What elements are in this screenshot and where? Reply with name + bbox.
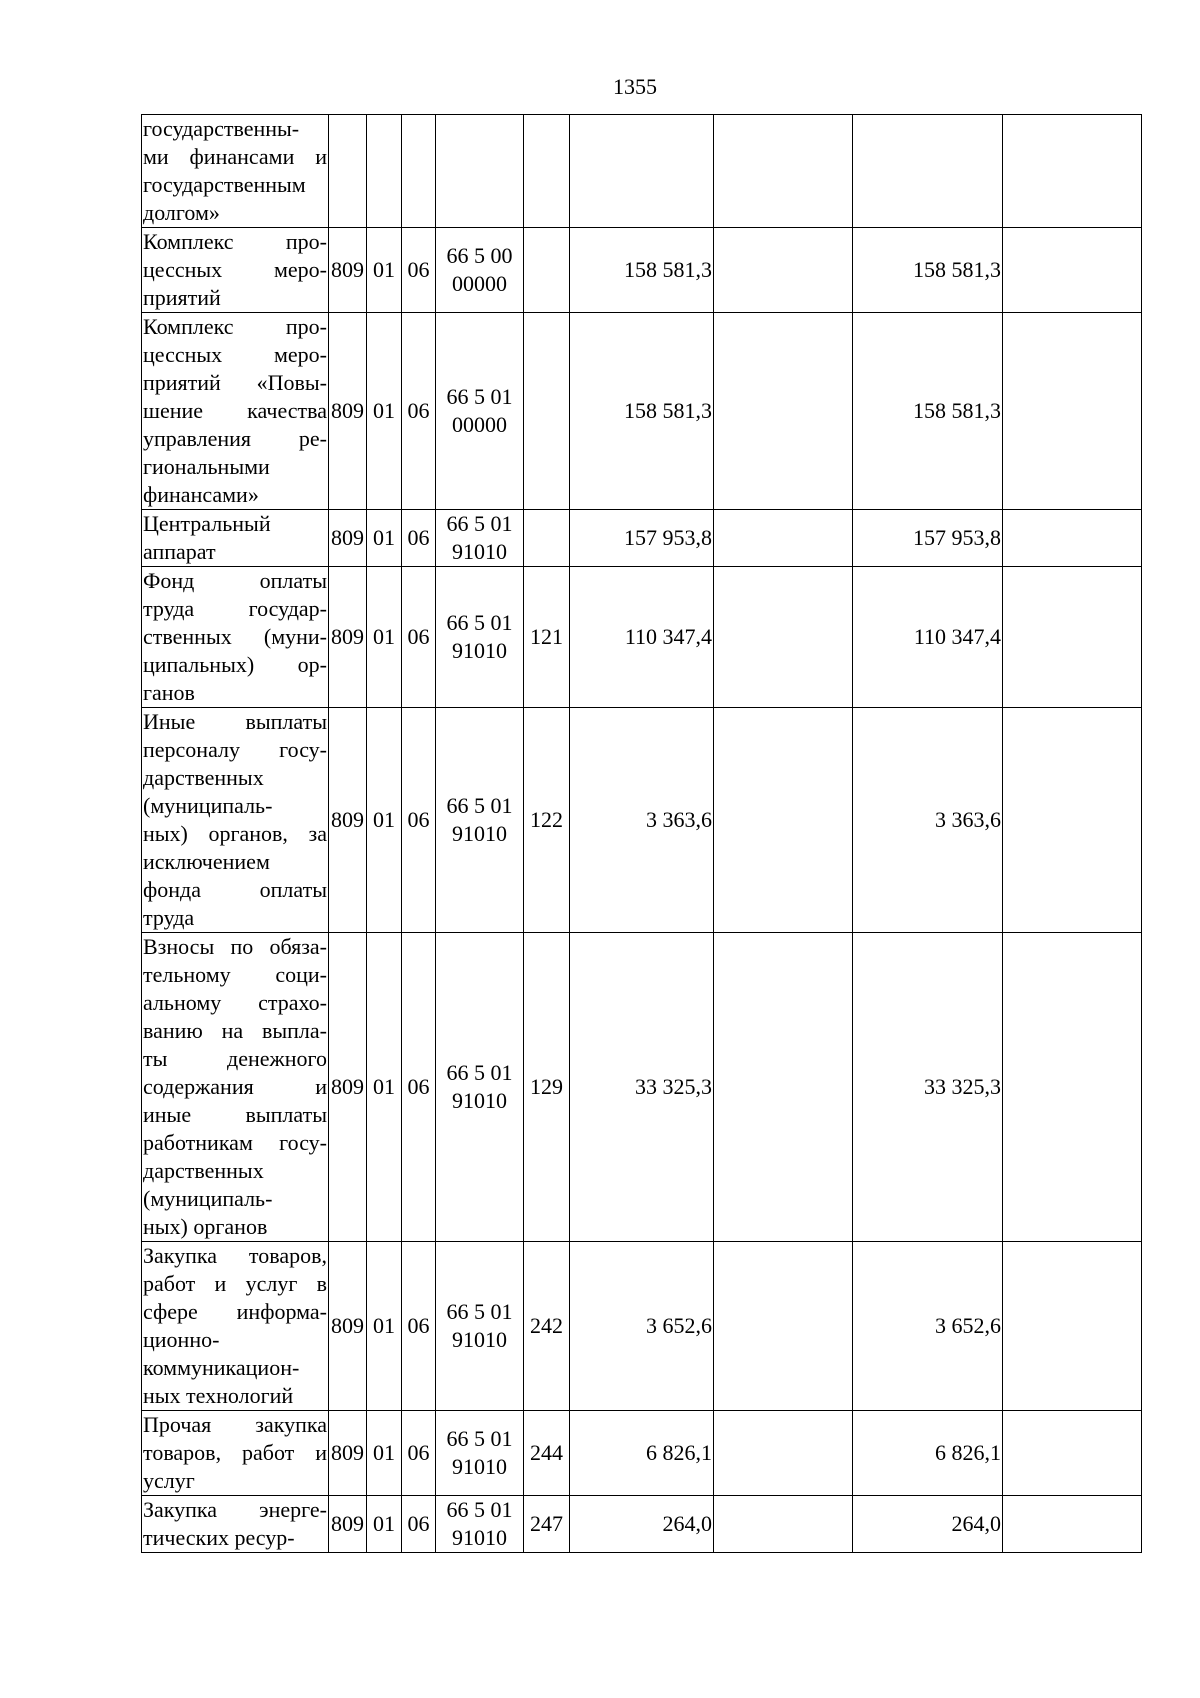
row-description [142,933,329,1242]
target-article-code [436,567,524,708]
description-line: альному страхо- [143,990,327,1015]
target-article-part: 00000 [452,412,507,437]
description-line: цессных меро- [143,257,327,282]
target-article-part: 91010 [452,821,507,846]
ministry-code: 809 [329,510,367,567]
description-line: сфере информа- [143,1299,327,1324]
description-line: содержания и [143,1074,327,1099]
description-line: коммуникацион- [143,1355,300,1380]
amount-cell-3: 6 826,1 [853,1411,1003,1496]
subsection-code: 06 [402,1242,436,1411]
description-line: финансами» [143,482,259,507]
amount-cell-3: 33 325,3 [853,933,1003,1242]
description-line: ственных (муни- [143,624,327,649]
table-body [142,115,1142,1553]
section-code [367,115,402,228]
description-line: цессных меро- [143,342,327,367]
row-description [142,313,329,510]
description-line: работникам госу- [143,1130,327,1155]
description-line: ционно- [143,1327,220,1352]
row-description [142,708,329,933]
ministry-code: 809 [329,1496,367,1553]
target-article-part: 91010 [452,1327,507,1352]
section-code: 01 [367,510,402,567]
description-line: труда государ- [143,596,327,621]
description-line: ванию на выпла- [143,1018,327,1043]
subsection-code: 06 [402,708,436,933]
subsection-code: 06 [402,228,436,313]
section-code: 01 [367,567,402,708]
amount-cell-1: 3 652,6 [570,1242,714,1411]
description-line: приятий [143,285,221,310]
amount-cell-2 [714,1242,853,1411]
amount-cell-4 [1003,708,1142,933]
subsection-code: 06 [402,510,436,567]
description-line: ных) органов [143,1214,268,1239]
target-article-part: 66 5 01 [446,1299,513,1324]
target-article-code [436,510,524,567]
row-description [142,115,329,228]
description-line: государственным [143,172,306,197]
amount-cell-2 [714,708,853,933]
subsection-code: 06 [402,1496,436,1553]
amount-cell-4 [1003,510,1142,567]
ministry-code: 809 [329,228,367,313]
description-line: Комплекс про- [143,314,327,339]
amount-cell-3: 3 363,6 [853,708,1003,933]
expense-type-code [524,313,570,510]
target-article-code [436,708,524,933]
description-line: Центральный [143,511,271,536]
description-line: работ и услуг в [143,1271,327,1296]
description-line: ми финансами и [143,144,327,169]
description-line: услуг [143,1468,195,1493]
amount-cell-2 [714,1496,853,1553]
row-description [142,1242,329,1411]
row-description [142,1411,329,1496]
amount-cell-4 [1003,228,1142,313]
target-article-part: 91010 [452,539,507,564]
target-article-part: 91010 [452,1454,507,1479]
description-line: тельному соци- [143,962,327,987]
target-article-part: 91010 [452,1525,507,1550]
description-line: приятий «Повы- [143,370,327,395]
amount-cell-1: 6 826,1 [570,1411,714,1496]
amount-cell-3: 158 581,3 [853,228,1003,313]
expense-type-code: 121 [524,567,570,708]
target-article-part: 00000 [452,271,507,296]
target-article-part: 66 5 01 [446,511,513,536]
description-line: тических ресур- [143,1525,295,1550]
subsection-code: 06 [402,1411,436,1496]
description-line: Комплекс про- [143,229,327,254]
description-line: (муниципаль- [143,793,273,818]
expense-type-code: 129 [524,933,570,1242]
target-article-part: 66 5 01 [446,384,513,409]
row-description [142,510,329,567]
table-row [142,933,1142,1242]
description-line: дарственных [143,765,264,790]
page-number: 1355 [613,74,657,99]
expense-type-code [524,115,570,228]
description-line: Иные выплаты [143,709,327,734]
section-code: 01 [367,1242,402,1411]
description-line: Взносы по обяза- [143,934,327,959]
target-article-part: 66 5 01 [446,1426,513,1451]
amount-cell-1: 157 953,8 [570,510,714,567]
amount-cell-3: 264,0 [853,1496,1003,1553]
target-article-part: 91010 [452,638,507,663]
table-row [142,1242,1142,1411]
amount-cell-2 [714,1411,853,1496]
target-article-code [436,313,524,510]
table-row [142,567,1142,708]
subsection-code: 06 [402,313,436,510]
ministry-code: 809 [329,1242,367,1411]
section-code: 01 [367,1496,402,1553]
table-row [142,228,1142,313]
description-line: персоналу госу- [143,737,327,762]
expense-type-code: 247 [524,1496,570,1553]
target-article-code [436,1242,524,1411]
amount-cell-1: 3 363,6 [570,708,714,933]
amount-cell-4 [1003,1242,1142,1411]
amount-cell-1: 158 581,3 [570,313,714,510]
target-article-part: 91010 [452,1088,507,1113]
target-article-part: 66 5 00 [446,243,513,268]
amount-cell-3: 110 347,4 [853,567,1003,708]
section-code: 01 [367,708,402,933]
expense-type-code: 242 [524,1242,570,1411]
description-line: иные выплаты [143,1102,327,1127]
amount-cell-2 [714,115,853,228]
amount-cell-3 [853,115,1003,228]
amount-cell-4 [1003,933,1142,1242]
target-article-code [436,1496,524,1553]
amount-cell-4 [1003,313,1142,510]
description-line: ты денежного [143,1046,327,1071]
amount-cell-2 [714,510,853,567]
ministry-code: 809 [329,933,367,1242]
subsection-code [402,115,436,228]
amount-cell-1: 33 325,3 [570,933,714,1242]
amount-cell-2 [714,313,853,510]
table-row [142,115,1142,228]
amount-cell-2 [714,567,853,708]
description-line: ных) органов, за [143,821,327,846]
description-line: Закупка энерге- [143,1497,327,1522]
description-line: Закупка товаров, [143,1243,327,1268]
description-line: фонда оплаты [143,877,327,902]
description-line: Прочая закупка [143,1412,327,1437]
amount-cell-2 [714,933,853,1242]
description-line: труда [143,905,195,930]
amount-cell-2 [714,228,853,313]
ministry-code: 809 [329,313,367,510]
amount-cell-1: 110 347,4 [570,567,714,708]
description-line: ципальных) ор- [143,652,327,677]
section-code: 01 [367,933,402,1242]
section-code: 01 [367,1411,402,1496]
subsection-code: 06 [402,567,436,708]
description-line: товаров, работ и [143,1440,327,1465]
row-description [142,228,329,313]
target-article-part: 66 5 01 [446,610,513,635]
amount-cell-1: 264,0 [570,1496,714,1553]
ministry-code: 809 [329,708,367,933]
description-line: ных технологий [143,1383,294,1408]
ministry-code: 809 [329,567,367,708]
target-article-code [436,933,524,1242]
table-row [142,1496,1142,1553]
description-line: ганов [143,680,195,705]
target-article-part: 66 5 01 [446,1497,513,1522]
ministry-code: 809 [329,1411,367,1496]
row-description [142,567,329,708]
description-line: государственны- [143,116,300,141]
section-code: 01 [367,228,402,313]
amount-cell-3: 158 581,3 [853,313,1003,510]
description-line: исключением [143,849,270,874]
target-article-code [436,228,524,313]
row-description [142,1496,329,1553]
amount-cell-1: 158 581,3 [570,228,714,313]
amount-cell-4 [1003,115,1142,228]
target-article-part: 66 5 01 [446,793,513,818]
description-line: управления ре- [143,426,327,451]
expense-type-code [524,510,570,567]
target-article-code [436,1411,524,1496]
description-line: Фонд оплаты [143,568,327,593]
expense-type-code [524,228,570,313]
description-line: долгом» [143,200,220,225]
amount-cell-3: 3 652,6 [853,1242,1003,1411]
amount-cell-4 [1003,1496,1142,1553]
target-article-part: 66 5 01 [446,1060,513,1085]
table-row [142,510,1142,567]
amount-cell-4 [1003,1411,1142,1496]
target-article-code [436,115,524,228]
table-row [142,1411,1142,1496]
expense-type-code: 122 [524,708,570,933]
ministry-code [329,115,367,228]
description-line: аппарат [143,539,216,564]
description-line: (муниципаль- [143,1186,273,1211]
budget-table [141,114,1142,1553]
amount-cell-1 [570,115,714,228]
description-line: шение качества [143,398,327,423]
description-line: гиональными [143,454,270,479]
description-line: дарственных [143,1158,264,1183]
subsection-code: 06 [402,933,436,1242]
table-row [142,708,1142,933]
section-code: 01 [367,313,402,510]
amount-cell-3: 157 953,8 [853,510,1003,567]
expense-type-code: 244 [524,1411,570,1496]
table-row [142,313,1142,510]
amount-cell-4 [1003,567,1142,708]
